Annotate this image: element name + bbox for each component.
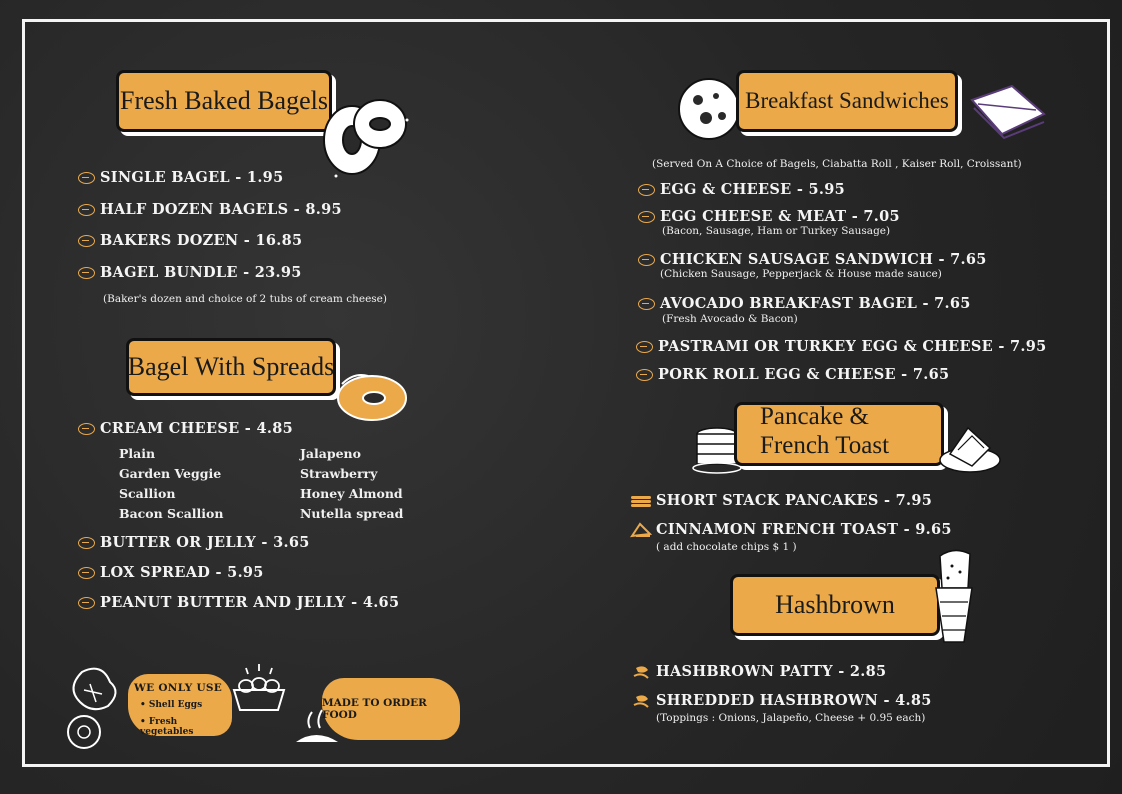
sandwich-round-icon xyxy=(676,76,742,142)
menu-item: BAKERS DOZEN - 16.85 xyxy=(78,232,302,249)
flavor: Jalapeno xyxy=(300,446,361,461)
section-header-pancake xyxy=(734,402,944,466)
menu-item: AVOCADO BREAKFAST BAGEL - 7.65 xyxy=(638,295,971,312)
menu-item: PASTRAMI OR TURKEY EGG & CHEESE - 7.95 xyxy=(636,338,1047,355)
menu-item: SINGLE BAGEL - 1.95 xyxy=(78,169,283,186)
hashbrown-icon xyxy=(632,693,652,709)
flavor: Nutella spread xyxy=(300,506,404,521)
item-note: (Toppings : Onions, Jalapeño, Cheese + 0.95 each) xyxy=(656,712,926,724)
bullet-icon xyxy=(638,211,655,223)
flavor: Strawberry xyxy=(300,466,378,481)
menu-item: EGG & CHEESE - 5.95 xyxy=(638,181,845,198)
menu-item: CHICKEN SAUSAGE SANDWICH - 7.65 xyxy=(638,251,987,268)
badge-item: • Fresh vegetables xyxy=(140,717,194,737)
hashbrown-icon xyxy=(632,664,652,680)
section-title: Hashbrown xyxy=(775,590,895,619)
toast-icon xyxy=(630,522,652,538)
menu-item: PORK ROLL EGG & CHEESE - 7.65 xyxy=(636,366,949,383)
section-title: Fresh Baked Bagels xyxy=(120,86,328,115)
bullet-icon xyxy=(636,341,653,353)
bullet-icon xyxy=(78,267,95,279)
section-title-line1: Pancake & xyxy=(760,403,869,430)
section-header-spreads xyxy=(126,338,336,396)
flavor: Garden Veggie xyxy=(119,466,222,481)
flavor: Scallion xyxy=(119,486,176,501)
flavor: Plain xyxy=(119,446,156,461)
bullet-icon xyxy=(78,567,95,579)
french-toast-plate-icon xyxy=(938,418,1002,476)
bagel-slice-icon xyxy=(334,364,410,428)
bullet-icon xyxy=(638,298,655,310)
egg-carton-icon xyxy=(228,662,290,716)
item-note: (Chicken Sausage, Pepperjack & House made sauce) xyxy=(660,268,942,280)
menu-item: EGG CHEESE & MEAT - 7.05 xyxy=(638,208,900,225)
menu-item: PEANUT BUTTER AND JELLY - 4.65 xyxy=(78,594,399,611)
menu-item: LOX SPREAD - 5.95 xyxy=(78,564,264,581)
badge-title: WE ONLY USE xyxy=(134,682,223,694)
menu-item: HALF DOZEN BAGELS - 8.95 xyxy=(78,201,342,218)
menu-item: SHORT STACK PANCAKES - 7.95 xyxy=(630,492,932,509)
section-header-bagels xyxy=(116,70,332,132)
badge-item: • Shell Eggs xyxy=(140,700,203,710)
bagels-illustration xyxy=(312,92,416,182)
we-only-use-badge xyxy=(128,674,232,736)
section-title: Breakfast Sandwiches xyxy=(745,88,949,113)
item-note: ( add chocolate chips $ 1 ) xyxy=(656,541,797,553)
menu-item: BAGEL BUNDLE - 23.95 xyxy=(78,264,302,281)
served-note: (Served On A Choice of Bagels, Ciabatta Roll , Kaiser Roll, Croissant) xyxy=(652,158,1022,170)
section-title-line2: French Toast xyxy=(760,432,890,459)
menu-item: SHREDDED HASHBROWN - 4.85 xyxy=(632,692,932,709)
item-note: (Baker's dozen and choice of 2 tubs of cream cheese) xyxy=(103,293,387,305)
bullet-icon xyxy=(78,235,95,247)
flavor: Honey Almond xyxy=(300,486,403,501)
bullet-icon xyxy=(78,423,95,435)
pancake-icon xyxy=(630,494,652,508)
bullet-icon xyxy=(78,597,95,609)
bullet-icon xyxy=(636,369,653,381)
bullet-icon xyxy=(638,184,655,196)
section-title: Bagel With Spreads xyxy=(127,352,335,381)
hashbrown-cup-icon xyxy=(930,548,978,646)
section-header-hashbrown xyxy=(730,574,940,636)
menu-item: CREAM CHEESE - 4.85 xyxy=(78,420,293,437)
flavor: Bacon Scallion xyxy=(119,506,224,521)
item-note: (Fresh Avocado & Bacon) xyxy=(662,313,798,325)
made-to-order-badge: MADE TO ORDER FOOD xyxy=(322,678,460,740)
menu-item: BUTTER OR JELLY - 3.65 xyxy=(78,534,310,551)
toasted-sandwich-icon xyxy=(966,80,1048,140)
item-note: (Bacon, Sausage, Ham or Turkey Sausage) xyxy=(662,225,891,237)
bullet-icon xyxy=(638,254,655,266)
bullet-icon xyxy=(78,537,95,549)
bullet-icon xyxy=(78,172,95,184)
menu-item: HASHBROWN PATTY - 2.85 xyxy=(632,663,886,680)
bullet-icon xyxy=(78,204,95,216)
section-header-sandwiches xyxy=(736,70,958,132)
menu-item: CINNAMON FRENCH TOAST - 9.65 xyxy=(630,521,952,538)
